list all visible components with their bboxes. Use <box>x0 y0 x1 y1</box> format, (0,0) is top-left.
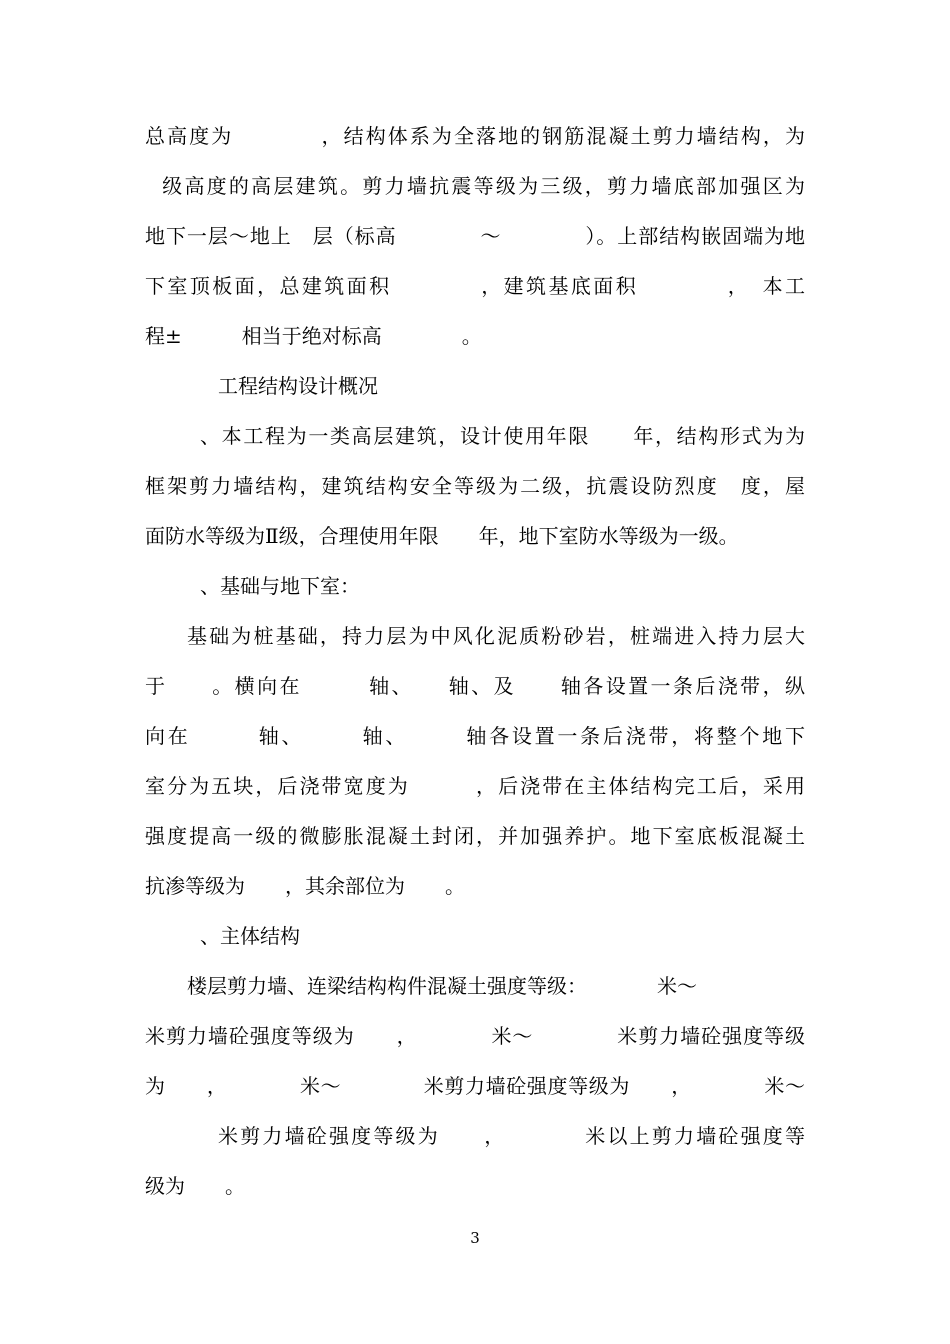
page-number: 3 <box>470 1229 480 1247</box>
paragraph-line-3: 地下一层～地上 层（标高 ～ ）。上部结构嵌固端为地 <box>145 224 805 248</box>
subsection-heading-foundation: 、基础与地下室： <box>200 574 360 598</box>
paragraph-line-16: 米剪力墙砼强度等级为 ， 米～ 米剪力墙砼强度等级 <box>145 1024 805 1048</box>
paragraph-line-12: 室分为五块，后浇带宽度为 ，后浇带在主体结构完工后，采用 <box>145 774 805 798</box>
subsection-heading-main-structure: 、主体结构 <box>200 924 300 948</box>
paragraph-line-14: 抗渗等级为 ，其余部位为 。 <box>145 874 465 898</box>
paragraph-line-7: 框架剪力墙结构，建筑结构安全等级为二级，抗震设防烈度 度，屋 <box>145 474 805 498</box>
paragraph-line-9: 基础为桩基础，持力层为中风化泥质粉砂岩，桩端进入持力层大 <box>187 624 805 648</box>
paragraph-line-18: 米剪力墙砼强度等级为 ， 米以上剪力墙砼强度等 <box>218 1124 805 1148</box>
paragraph-line-2: 级高度的高层建筑。剪力墙抗震等级为三级，剪力墙底部加强区为 <box>145 174 805 198</box>
paragraph-line-10: 于 。横向在 轴、 轴、及 轴各设置一条后浇带，纵 <box>145 674 805 698</box>
paragraph-line-6: 、本工程为一类高层建筑，设计使用年限 年，结构形式为为 <box>200 424 805 448</box>
paragraph-line-5: 程± 相当于绝对标高 。 <box>145 324 482 348</box>
paragraph-line-13: 强度提高一级的微膨胀混凝土封闭，并加强养护。地下室底板混凝土 <box>145 824 805 848</box>
section-heading: 工程结构设计概况 <box>218 374 378 398</box>
paragraph-line-4: 下室顶板面，总建筑面积 ，建筑基底面积 ， 本工 <box>145 274 805 298</box>
paragraph-line-17: 为 ， 米～ 米剪力墙砼强度等级为 ， 米～ <box>145 1074 805 1098</box>
paragraph-line-1: 总高度为 ，结构体系为全落地的钢筋混凝土剪力墙结构，为 <box>145 124 805 148</box>
paragraph-line-8: 面防水等级为Ⅱ级，合理使用年限 年，地下室防水等级为一级。 <box>145 524 739 548</box>
paragraph-line-15: 楼层剪力墙、连梁结构构件混凝土强度等级： 米～ <box>187 974 697 998</box>
paragraph-line-11: 向在 轴、 轴、 轴各设置一条后浇带，将整个地下 <box>145 724 805 748</box>
paragraph-line-19: 级为 。 <box>145 1174 245 1198</box>
